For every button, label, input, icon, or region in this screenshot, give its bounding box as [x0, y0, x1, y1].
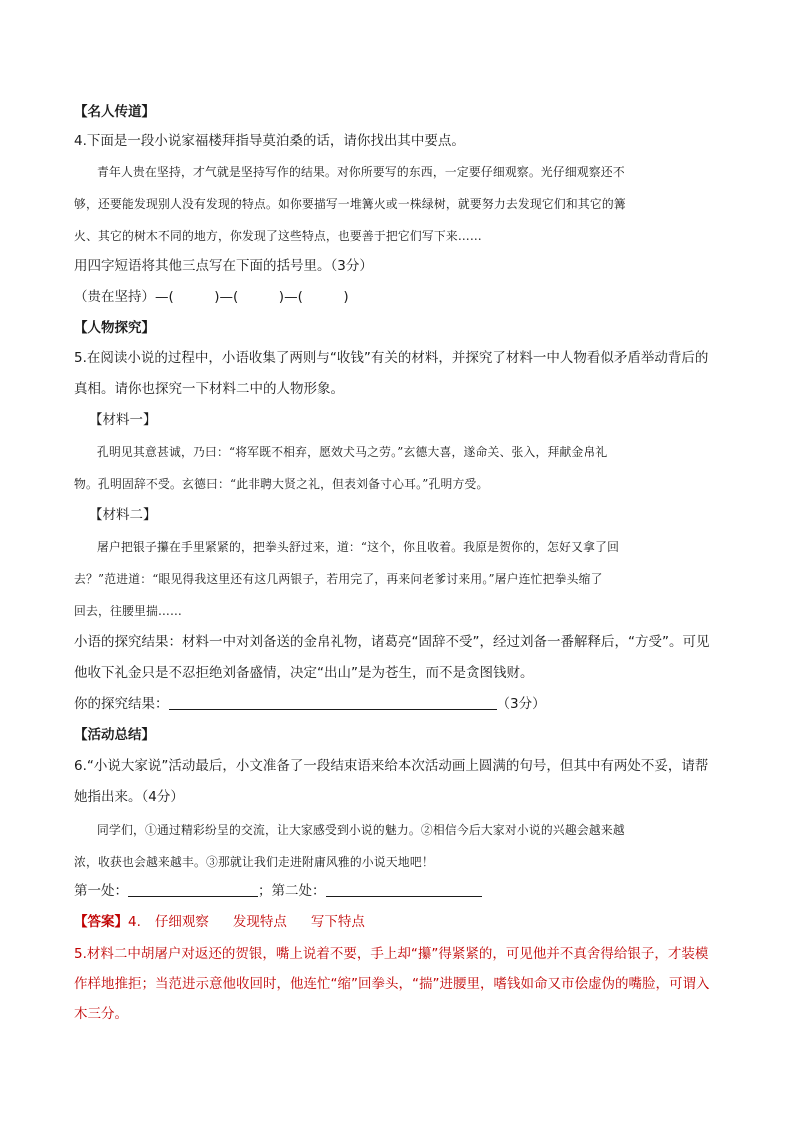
answer-row-4	[74, 912, 365, 932]
material-2-line-1: 屠户把银子攥在手里紧紧的，把拳头舒过来，道：“这个，你且收着。我原是贺你的，怎好又拿了回	[97, 540, 620, 554]
q4-instruction: 用四字短语将其他三点写在下面的括号里。（3分）	[74, 258, 373, 274]
q5-your-result-blank[interactable]	[169, 695, 497, 710]
q4-passage-line-3: 火、其它的树木不同的地方，你发现了这些特点，也要善于把它们写下来……	[74, 229, 482, 243]
q5-your-result-label: 你的探究结果：	[74, 696, 169, 712]
q6-second-blank[interactable]	[326, 882, 482, 897]
q5-your-result-row	[74, 694, 546, 714]
q4-passage-line-1: 青年人贵在坚持，才气就是坚持写作的结果。对你所要写的东西，一定要仔细观察。光仔细观察还不	[97, 165, 625, 179]
q6-second-label: ；第二处：	[258, 883, 326, 899]
q4-passage-line-2: 够，还要能发现别人没有发现的特点。如你要描写一堆篝火或一株绿树，就要努力去发现它们和其它的篝	[74, 197, 626, 211]
q6-first-blank[interactable]	[128, 882, 258, 897]
material-2-line-2: 去？”范进道：“眼见得我这里还有这几两银子，若用完了，再来问老爹讨来用。”屠户连忙把拳头缩了	[74, 572, 603, 586]
q6-passage-line-1: 同学们，①通过精彩纷呈的交流，让大家感受到小说的魅力。②相信今后大家对小说的兴趣会越来越	[97, 823, 625, 837]
answer-4-item-1: 仔细观察	[154, 914, 209, 930]
section-heading-famous: 【名人传道】	[74, 104, 155, 120]
answer-5-line-2: 作样地推拒；当范进示意他收回时，他连忙“缩”回拳头，“揣”进腰里，嗜钱如命又市侩虚伪的嘴脸，可谓入	[74, 976, 710, 992]
answer-4-item-3: 写下特点	[310, 914, 365, 930]
q6-first-label: 第一处：	[74, 883, 128, 899]
material-1-line-2: 物。孔明固辞不受。玄德曰：“此非聘大贤之礼，但表刘备寸心耳。”孔明方受。	[74, 477, 489, 491]
q5-result-line-2: 他收下礼金只是不忍拒绝刘备盛情，决定“出山”是为苍生，而不是贪图钱财。	[74, 665, 534, 681]
question-5-prompt-line-2: 真相。请你也探究一下材料二中的人物形象。	[74, 381, 344, 397]
material-1-line-1: 孔明见其意甚诚，乃曰：“将军既不相弃，愿效犬马之劳。”玄德大喜，遂命关、张入，拜献金帛礼	[97, 445, 608, 459]
answer-5-line-3: 木三分。	[74, 1006, 128, 1022]
answer-4-item-2: 发现特点	[232, 914, 287, 930]
section-heading-summary: 【活动总结】	[74, 727, 155, 743]
answer-4-number: 4.	[128, 914, 141, 930]
answer-label: 【答案】	[74, 914, 128, 930]
q4-answer-blanks: （贵在坚持）—( )—( )—( )	[74, 289, 349, 305]
material-1-title: 【材料一】	[89, 412, 157, 428]
section-heading-character: 【人物探究】	[74, 320, 155, 336]
question-4-prompt: 4.下面是一段小说家福楼拜指导莫泊桑的话，请你找出其中要点。	[74, 133, 465, 149]
q5-result-line-1: 小语的探究结果：材料一中对刘备送的金帛礼物，诸葛亮“固辞不受”，经过刘备一番解释后，“方受”。可见	[74, 634, 710, 650]
q6-passage-line-2: 浓，收获也会越来越丰。③那就让我们走进附庸风雅的小说天地吧！	[74, 855, 434, 869]
answer-5-line-1: 5.材料二中胡屠户对返还的贺银，嘴上说着不要，手上却“攥”得紧紧的，可见他并不真舍得给银子，才装模	[74, 946, 709, 962]
question-6-prompt-line-1: 6.“小说大家说”活动最后，小文准备了一段结束语来给本次活动画上圆满的句号，但其中有两处不妥，请帮	[74, 758, 709, 774]
q5-your-result-score: （3分）	[496, 696, 546, 712]
material-2-line-3: 回去，往腰里揣……	[74, 604, 182, 618]
question-6-prompt-line-2: 她指出来。（4分）	[74, 789, 184, 805]
q6-answer-row	[74, 881, 482, 901]
question-5-prompt-line-1: 5.在阅读小说的过程中，小语收集了两则与“收钱”有关的材料，并探究了材料一中人物看似矛盾举动背后的	[74, 350, 709, 366]
material-2-title: 【材料二】	[89, 507, 157, 523]
